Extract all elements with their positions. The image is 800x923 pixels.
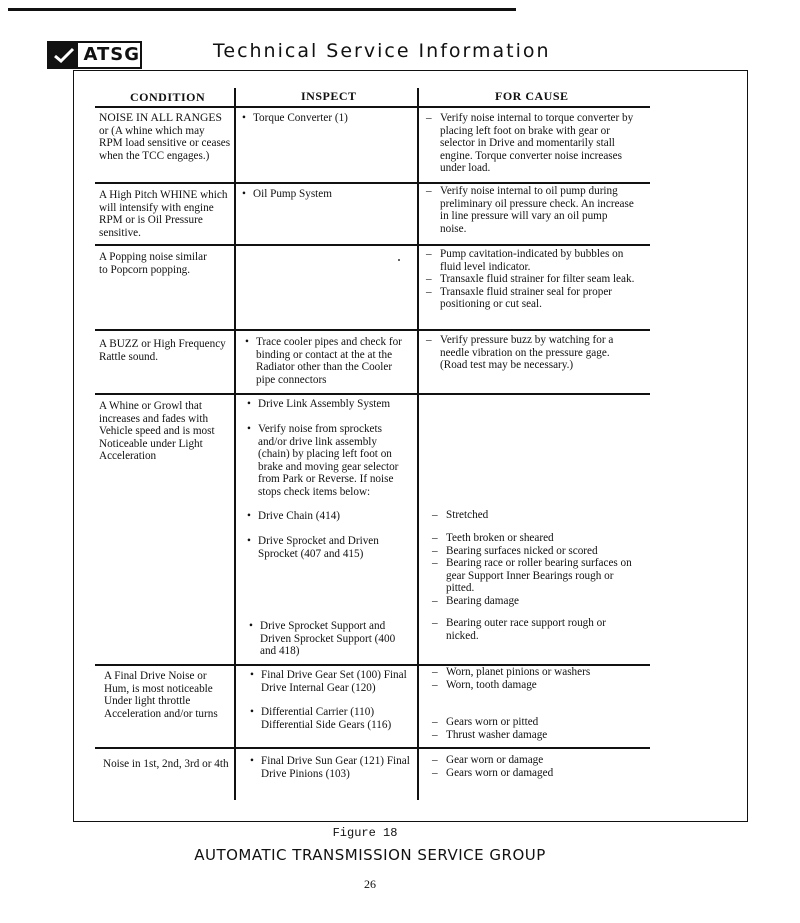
column-divider (417, 88, 419, 800)
inspect-cell (247, 423, 405, 499)
cause-item: – Pump cavitation-indicated by bubbles on fluid level indicator. (426, 248, 636, 273)
page-number: 26 (364, 877, 376, 891)
inspect-item: • Trace cooler pipes and check for binding or contact at the at the Radiator other than the Cooler pipe connectors (245, 336, 403, 386)
cause-item: – Gear worn or damage (432, 754, 637, 767)
cause-item: – Bearing race or roller bearing surfaces on gear Support Inner Bearings rough or pitted. (432, 557, 640, 595)
condition-cell (99, 189, 234, 239)
condition-line: Hum, is most noticeable (104, 682, 213, 695)
condition-line: A Final Drive Noise or (104, 670, 207, 682)
condition-line: Under light throttle (104, 695, 191, 708)
cause-item: – Transaxle fluid strainer for filter seam leak. (426, 273, 636, 286)
condition-line: increases and fades with (99, 412, 209, 425)
condition-cell (99, 338, 234, 363)
inspect-cell (250, 706, 410, 731)
cause-item: – Stretched (432, 509, 637, 522)
cause-item: – Verify pressure buzz by watching for a needle vibration on the pressure gage. (Road test may be necessary.) (426, 334, 636, 372)
cause-item: – Gears worn or pitted (432, 716, 637, 729)
condition-line: Rattle sound. (99, 350, 159, 363)
inspect-cell (247, 398, 412, 411)
condition-line: sensitive. (99, 226, 141, 239)
cause-cell (426, 185, 636, 235)
inspect-cell (250, 669, 415, 694)
inspect-item: • Differential Carrier (110) Differential Side Gears (116) (250, 706, 410, 731)
cause-item: – Thrust washer damage (432, 729, 637, 742)
condition-line: Acceleration (99, 450, 157, 463)
atsg-logo (47, 41, 142, 69)
column-header-inspect: INSPECT (301, 89, 357, 103)
inspect-cell (249, 620, 409, 658)
inspect-item: • Drive Sprocket Support and Driven Sprocket Support (400 and 418) (249, 620, 409, 658)
cause-cell (432, 754, 637, 779)
condition-cell (99, 251, 234, 276)
inspect-cell (245, 336, 403, 386)
condition-line: Noise in 1st, 2nd, 3rd or 4th (103, 758, 229, 770)
inspect-item: • Final Drive Sun Gear (121) Final Drive Pinions (103) (250, 755, 415, 780)
condition-cell (99, 112, 234, 162)
page-title: Technical Service Information (213, 40, 551, 62)
inspect-item: • Drive Sprocket and Driven Sprocket (407 and 415) (247, 535, 407, 560)
inspect-cell (247, 535, 407, 560)
row-divider (95, 329, 650, 331)
cause-cell (426, 248, 636, 311)
figure-caption: Figure 18 (332, 826, 398, 840)
condition-cell (103, 758, 243, 771)
cause-item: – Verify noise internal to oil pump during preliminary oil pressure check. An increase in line pressure will vary an oil pump noise. (426, 185, 636, 235)
condition-line: Noticeable under Light (99, 437, 203, 450)
condition-line: A Popping noise similar (99, 251, 207, 263)
row-divider (95, 106, 650, 108)
cause-cell (426, 112, 636, 175)
condition-cell (99, 400, 234, 463)
condition-line: A Whine or Growl that (99, 400, 202, 412)
cause-item: – Verify noise internal to torque converter by placing left foot on brake with gear or selector in Drive and momentarily stall engine. Torque converter noise increases under load. (426, 112, 636, 175)
cause-cell (432, 532, 640, 608)
stray-mark (398, 259, 400, 261)
condition-line: NOISE IN ALL RANGES (99, 111, 222, 124)
column-header-for-cause: FOR CAUSE (495, 89, 569, 103)
condition-line: or (A whine which may (99, 124, 205, 137)
logo-text: ATSG (83, 44, 140, 65)
checkmark-icon (49, 43, 78, 67)
inspect-item: • Final Drive Gear Set (100) Final Drive Internal Gear (120) (250, 669, 415, 694)
condition-line: will intensify with engine (99, 201, 214, 214)
inspect-cell (250, 755, 415, 780)
cause-item: – Transaxle fluid strainer seal for proper positioning or cut seal. (426, 286, 636, 311)
cause-cell (432, 716, 637, 741)
inspect-item: • Torque Converter (1) (242, 112, 412, 125)
row-divider (95, 393, 650, 395)
cause-item: – Worn, planet pinions or washers (432, 666, 637, 679)
top-rule (8, 8, 516, 11)
cause-item: – Bearing outer race support rough or nicked. (432, 617, 632, 642)
cause-cell (432, 666, 637, 691)
cause-cell (432, 617, 632, 642)
cause-cell (432, 509, 637, 522)
condition-line: when the TCC engages.) (99, 149, 210, 162)
footer-group-name: AUTOMATIC TRANSMISSION SERVICE GROUP (194, 846, 546, 864)
condition-line: A High Pitch WHINE which (99, 189, 228, 201)
cause-cell (426, 334, 636, 372)
inspect-cell (247, 510, 407, 523)
inspect-cell (242, 112, 412, 125)
cause-item: – Teeth broken or sheared (432, 532, 640, 545)
inspect-item: • Drive Chain (414) (247, 510, 407, 523)
cause-item: – Gears worn or damaged (432, 767, 637, 780)
row-divider (95, 182, 650, 184)
condition-line: to Popcorn popping. (99, 263, 191, 276)
column-header-condition: CONDITION (130, 90, 206, 104)
cause-item: – Bearing surfaces nicked or scored (432, 545, 640, 558)
cause-item: – Worn, tooth damage (432, 679, 637, 692)
inspect-item: • Drive Link Assembly System (247, 398, 412, 411)
condition-line: Vehicle speed and is most (99, 425, 215, 438)
row-divider (95, 747, 650, 749)
inspect-item: • Verify noise from sprockets and/or drive link assembly (chain) by placing left foot on brake and moving gear selector from Park or Reverse. If noise stops check items below: (247, 423, 405, 499)
inspect-cell (242, 188, 412, 201)
cause-item: – Bearing damage (432, 595, 640, 608)
condition-cell (104, 670, 239, 720)
inspect-item: • Oil Pump System (242, 188, 412, 201)
condition-line: A BUZZ or High Frequency (99, 338, 226, 350)
condition-line: RPM or is Oil Pressure (99, 214, 203, 227)
condition-line: RPM load sensitive or ceases (99, 137, 231, 150)
condition-line: Acceleration and/or turns (104, 707, 218, 720)
row-divider (95, 244, 650, 246)
